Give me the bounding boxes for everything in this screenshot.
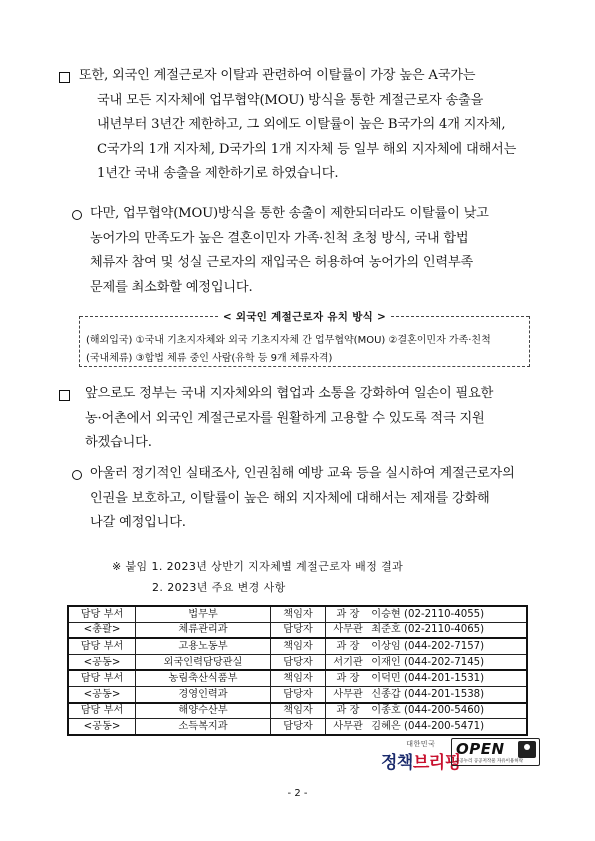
name-phone: 이상임 (044-202-7157): [371, 640, 485, 652]
role-cell: 책임자: [271, 703, 326, 719]
dept-role-tag: <총괄>: [68, 622, 136, 638]
text-line: 1년간 국내 송출을 제한하기로 하였습니다.: [97, 166, 339, 181]
box-title: < 외국인 계절근로자 유치 방식 >: [222, 311, 387, 323]
role-cell: 담당자: [271, 622, 326, 638]
contacts-table: [67, 605, 528, 736]
dept-org: 농림축산식품부: [136, 670, 271, 686]
text-line: 다만, 업무협약(MOU)방식을 통한 송출이 제한되더라도 이탈률이 낮고: [90, 206, 489, 221]
box-line-overseas: (해외입국) ①국내 기초지자체와 외국 기초지자체 간 업무협약(MOU) ②결혼이민자 가족·친척: [86, 335, 491, 346]
korea-policy-briefing-logo: [381, 739, 461, 773]
logo-word: 정책: [381, 753, 413, 773]
page-number: - 2 -: [287, 788, 308, 799]
text-line: 하겠습니다.: [85, 435, 152, 450]
text-line: 앞으로도 정부는 국내 지자체와의 협업과 소통을 강화하여 일손이 필요한: [85, 386, 494, 401]
circle-bullet-icon: [72, 210, 82, 220]
text-line: 농·어촌에서 외국인 계절근로자를 원활하게 고용할 수 있도록 적극 지원: [85, 410, 485, 426]
contact-cell: [326, 638, 528, 654]
dept-label: 담당 부서: [68, 638, 136, 654]
role-cell: 담당자: [271, 719, 326, 735]
open-logo-subtext: 공공누리 공공저작물 자유이용허락: [455, 759, 524, 764]
recruitment-methods-box: [79, 311, 530, 367]
name-phone: 최준호 (02-2110-4065): [371, 624, 485, 636]
dept-unit: 소득복지과: [136, 719, 271, 735]
position: 과 장: [336, 705, 360, 717]
open-logo-word: OPEN: [456, 740, 505, 758]
text-line: 나갈 예정입니다.: [90, 515, 186, 530]
role-cell: 책임자: [271, 670, 326, 686]
logo-small-text: 대한민국: [406, 740, 436, 748]
attribution-mark-icon: [518, 741, 536, 758]
dept-unit: 체류관리과: [136, 622, 271, 638]
text-line: 또한, 외국인 계절근로자 이탈과 관련하여 이탈률이 가장 높은 A국가는: [79, 68, 476, 83]
dept-label: 담당 부서: [68, 606, 136, 622]
open-license-logo: [451, 738, 540, 766]
attachment-line-2: 2. 2023년 주요 변경 사항: [152, 581, 286, 594]
position: 사무관: [333, 688, 363, 700]
text-line: 체류자 참여 및 성실 근로자의 재입국은 허용하여 농어가의 인력부족: [90, 255, 474, 270]
logo-big-text: [381, 748, 461, 773]
dept-org: 해양수산부: [136, 703, 271, 719]
contact-cell: [326, 719, 528, 735]
text-line: C국가의 1개 지자체, D국가의 1개 지자체 등 일부 해외 지자체에 대해서는: [97, 141, 517, 157]
attachment-line-1: ※ 붙임 1. 2023년 상반기 지자체별 계절근로자 배정 결과: [112, 560, 404, 573]
name-phone: 김혜은 (044-200-5471): [371, 720, 485, 732]
dept-org: 고용노동부: [136, 638, 271, 654]
text-line: 문제를 최소화할 예정입니다.: [90, 279, 253, 295]
dept-role-tag: <공동>: [68, 719, 136, 735]
logo-word: 브리핑: [412, 753, 461, 773]
text-line: 국내 모든 지자체에 업무협약(MOU) 방식을 통한 계절근로자 송출을: [97, 92, 484, 108]
role-cell: 담당자: [271, 686, 326, 702]
paragraph-exceptions: [90, 202, 489, 300]
text-line: 인권을 보호하고, 이탈률이 높은 해외 지자체에 대해서는 제재를 강화해: [90, 490, 490, 506]
position: 과 장: [336, 608, 360, 620]
circle-bullet-icon: [72, 470, 82, 480]
square-bullet-icon: [59, 390, 70, 401]
name-phone: 이재인 (044-202-7145): [371, 656, 485, 668]
paragraph-government-support: [85, 382, 493, 456]
name-phone: 이종호 (044-200-5460): [371, 705, 485, 717]
name-phone: 이승현 (02-2110-4055): [371, 608, 485, 620]
dept-label: 담당 부서: [68, 703, 136, 719]
dept-role-tag: <공동>: [68, 686, 136, 702]
dept-label: 담당 부서: [68, 670, 136, 686]
name-phone: 신종갑 (044-201-1538): [371, 688, 485, 700]
position: 사무관: [333, 624, 363, 636]
role-cell: 책임자: [271, 638, 326, 654]
dept-role-tag: <공동>: [68, 654, 136, 670]
name-phone: 이덕민 (044-201-1531): [371, 673, 485, 685]
position: 과 장: [336, 640, 360, 652]
paragraph-mou-restriction: [79, 64, 516, 187]
text-line: 내년부터 3년간 제한하고, 그 외에도 이탈률이 높은 B국가의 4개 지자체,: [97, 117, 506, 132]
contact-cell: [326, 686, 528, 702]
contact-cell: [326, 654, 528, 670]
position: 사무관: [333, 720, 363, 732]
role-cell: 책임자: [271, 606, 326, 622]
position: 서기관: [333, 656, 363, 668]
box-line-domestic: (국내체류) ③합법 체류 중인 사람(유학 등 9개 체류자격): [86, 353, 333, 364]
contact-cell: [326, 606, 528, 622]
role-cell: 담당자: [271, 654, 326, 670]
contact-cell: [326, 703, 528, 719]
dept-org: 법무부: [136, 606, 271, 622]
paragraph-human-rights: [90, 462, 515, 536]
square-bullet-icon: [59, 72, 70, 83]
dept-unit: 경영인력과: [136, 686, 271, 702]
text-line: 아울러 정기적인 실태조사, 인권침해 예방 교육 등을 실시하여 계절근로자의: [90, 466, 515, 481]
text-line: 농어가의 만족도가 높은 결혼이민자 가족·친척 초청 방식, 국내 합법: [90, 230, 469, 246]
contact-cell: [326, 670, 528, 686]
position: 과 장: [336, 673, 360, 685]
contact-cell: [326, 622, 528, 638]
dept-unit: 외국인력담당관실: [136, 654, 271, 670]
